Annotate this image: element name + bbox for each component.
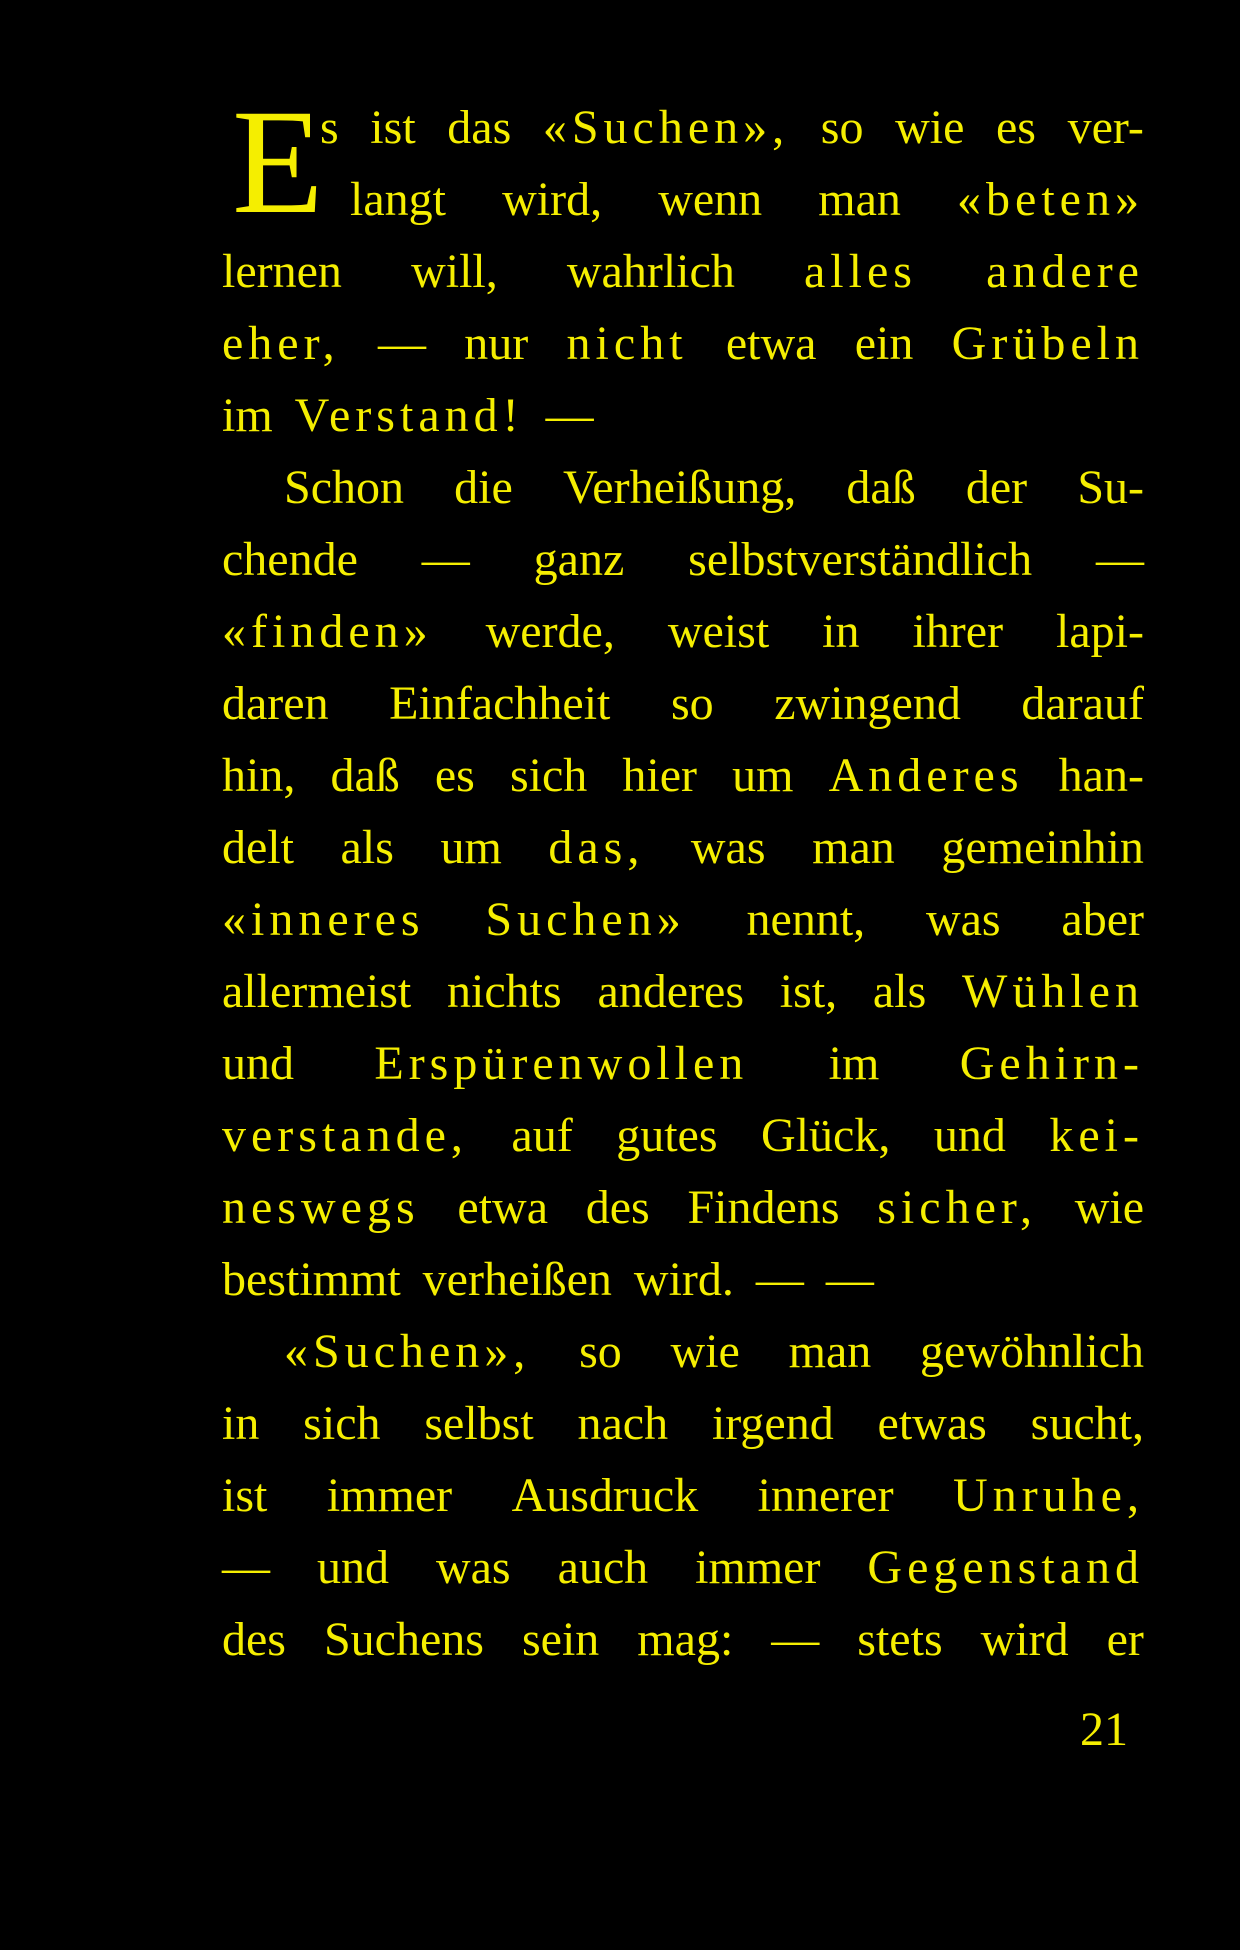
word: das, bbox=[548, 821, 645, 874]
word: langt bbox=[350, 173, 446, 226]
word: Findens bbox=[687, 1181, 840, 1234]
word: immer bbox=[326, 1469, 453, 1522]
word: nennt, bbox=[746, 893, 866, 946]
word: will, bbox=[411, 245, 498, 298]
word: es bbox=[434, 749, 475, 802]
text-line bbox=[222, 596, 1144, 668]
word: auch bbox=[557, 1541, 649, 1594]
word: man bbox=[788, 1325, 872, 1378]
word: «Suchen», bbox=[542, 101, 790, 154]
word: aber bbox=[1061, 893, 1144, 946]
text-lines bbox=[222, 79, 1144, 1676]
word: zwingend bbox=[774, 677, 961, 730]
word: man bbox=[812, 821, 895, 874]
drop-cap: E bbox=[232, 79, 324, 245]
word: sein bbox=[521, 1613, 600, 1666]
text-line bbox=[222, 1604, 1144, 1676]
word: daß bbox=[846, 461, 916, 514]
word: was bbox=[435, 1541, 511, 1594]
text-line bbox=[222, 1100, 1144, 1172]
word: Grübeln bbox=[951, 317, 1144, 370]
word: ist bbox=[222, 1469, 268, 1522]
word: «beten» bbox=[957, 173, 1144, 226]
word: und bbox=[933, 1109, 1006, 1162]
word: etwa bbox=[457, 1181, 548, 1234]
word: bestimmt bbox=[222, 1253, 401, 1306]
word: wie bbox=[1074, 1181, 1144, 1234]
word: verstande, bbox=[222, 1109, 468, 1162]
word: allermeist bbox=[222, 965, 412, 1018]
word: wird. bbox=[633, 1253, 734, 1306]
word: wenn bbox=[658, 173, 763, 226]
word: so bbox=[670, 677, 714, 730]
word: etwa bbox=[725, 317, 817, 370]
text-line bbox=[222, 1028, 1144, 1100]
word: alles bbox=[803, 245, 917, 298]
word: Schon bbox=[284, 461, 404, 514]
word: — bbox=[771, 1613, 820, 1666]
word: um bbox=[440, 821, 502, 874]
word: gutes bbox=[616, 1109, 718, 1162]
word: gewöhnlich bbox=[920, 1325, 1144, 1378]
word: ein bbox=[854, 317, 914, 370]
word: etwas bbox=[877, 1397, 987, 1450]
word: ist bbox=[370, 101, 416, 154]
word: Unruhe, bbox=[953, 1469, 1144, 1522]
word: wahrlich bbox=[566, 245, 735, 298]
word: wird, bbox=[502, 173, 603, 226]
word: hier bbox=[622, 749, 698, 802]
word: des bbox=[222, 1613, 286, 1666]
word: darauf bbox=[1021, 677, 1144, 730]
text-line bbox=[222, 884, 1144, 956]
word: in bbox=[822, 605, 860, 658]
word: daren bbox=[222, 677, 329, 730]
word: nicht bbox=[566, 317, 688, 370]
text-line bbox=[222, 452, 1144, 524]
body-text bbox=[222, 79, 1144, 1676]
word: Anderes bbox=[828, 749, 1024, 802]
word: Verheißung, bbox=[562, 461, 797, 514]
word: — bbox=[545, 389, 594, 442]
word: chende bbox=[222, 533, 358, 586]
word: gemeinhin bbox=[941, 821, 1144, 874]
word: die bbox=[454, 461, 513, 514]
word: Ausdruck bbox=[511, 1469, 699, 1522]
word: als bbox=[340, 821, 394, 874]
word: s bbox=[320, 101, 339, 154]
word: «Suchen», bbox=[284, 1325, 531, 1378]
word: Gehirn- bbox=[959, 1037, 1144, 1090]
word: hin, bbox=[222, 749, 296, 802]
word: selbst bbox=[424, 1397, 534, 1450]
word: des bbox=[585, 1181, 650, 1234]
word: han- bbox=[1058, 749, 1144, 802]
word: so bbox=[579, 1325, 622, 1378]
text-line bbox=[222, 524, 1144, 596]
text-line bbox=[222, 740, 1144, 812]
word: im bbox=[222, 389, 273, 442]
text-line bbox=[222, 1244, 1144, 1316]
word: Suchens bbox=[323, 1613, 484, 1666]
word: nach bbox=[577, 1397, 669, 1450]
word: nur bbox=[464, 317, 529, 370]
word: werde, bbox=[485, 605, 615, 658]
word: ihrer bbox=[912, 605, 1004, 658]
text-line bbox=[222, 1316, 1144, 1388]
word: sucht, bbox=[1030, 1397, 1144, 1450]
word: immer bbox=[695, 1541, 821, 1594]
word: Su- bbox=[1077, 461, 1144, 514]
text-line bbox=[222, 956, 1144, 1028]
word: weist bbox=[667, 605, 770, 658]
word: daß bbox=[330, 749, 400, 802]
word: «finden» bbox=[222, 605, 433, 658]
word: Glück, bbox=[761, 1109, 891, 1162]
word: eher, bbox=[222, 317, 340, 370]
page-number: 21 bbox=[1080, 1703, 1128, 1756]
word: man bbox=[818, 173, 901, 226]
text-line bbox=[222, 668, 1144, 740]
word: — bbox=[222, 1541, 270, 1594]
text-line bbox=[222, 308, 1144, 380]
word: Einfachheit bbox=[389, 677, 611, 730]
word: lernen bbox=[222, 245, 342, 298]
word: so bbox=[820, 101, 864, 154]
word: Erspürenwollen bbox=[374, 1037, 749, 1090]
word: um bbox=[732, 749, 794, 802]
word: er bbox=[1106, 1613, 1144, 1666]
word: irgend bbox=[711, 1397, 834, 1450]
word: neswegs bbox=[222, 1181, 420, 1234]
word: Gegenstand bbox=[867, 1541, 1144, 1594]
word: als bbox=[872, 965, 927, 1018]
word: selbstverständlich bbox=[688, 533, 1033, 586]
text-line bbox=[222, 380, 1144, 452]
text-line bbox=[222, 164, 1144, 236]
word: lapi- bbox=[1056, 605, 1144, 658]
word: andere bbox=[986, 245, 1144, 298]
word: verheißen bbox=[422, 1253, 612, 1306]
word: — bbox=[1095, 533, 1144, 586]
text-line bbox=[222, 1460, 1144, 1532]
word: delt bbox=[222, 821, 294, 874]
word: — bbox=[377, 317, 426, 370]
word: was bbox=[925, 893, 1001, 946]
word: mag: bbox=[637, 1613, 734, 1666]
text-line bbox=[222, 812, 1144, 884]
word: kei- bbox=[1049, 1109, 1144, 1162]
word: anderes bbox=[597, 965, 745, 1018]
word: sicher, bbox=[877, 1181, 1037, 1234]
word: nichts bbox=[447, 965, 562, 1018]
word: auf bbox=[511, 1109, 573, 1162]
word: ganz bbox=[533, 533, 625, 586]
word: sich bbox=[303, 1397, 381, 1450]
word: was bbox=[690, 821, 766, 874]
word: im bbox=[828, 1037, 880, 1090]
word: innerer bbox=[757, 1469, 894, 1522]
text-line bbox=[222, 236, 1144, 308]
text-line bbox=[222, 1532, 1144, 1604]
word: Suchen» bbox=[485, 893, 686, 946]
word: das bbox=[447, 101, 512, 154]
word: und bbox=[222, 1037, 294, 1090]
word: ist, bbox=[779, 965, 838, 1018]
text-line bbox=[222, 92, 1144, 164]
word: wie bbox=[670, 1325, 740, 1378]
word: wird bbox=[980, 1613, 1069, 1666]
word: in bbox=[222, 1397, 260, 1450]
word: wie bbox=[895, 101, 965, 154]
word: der bbox=[965, 461, 1028, 514]
word: Wühlen bbox=[962, 965, 1144, 1018]
text-line bbox=[222, 1388, 1144, 1460]
word: es bbox=[996, 101, 1036, 154]
text-line bbox=[222, 1172, 1144, 1244]
word: ver- bbox=[1067, 101, 1144, 154]
word: — bbox=[755, 1253, 804, 1306]
word: und bbox=[316, 1541, 389, 1594]
word: Verstand! bbox=[294, 389, 524, 442]
word: «inneres bbox=[222, 893, 425, 946]
word: stets bbox=[857, 1613, 943, 1666]
word: — bbox=[825, 1253, 874, 1306]
word: — bbox=[421, 533, 470, 586]
word: sich bbox=[509, 749, 588, 802]
